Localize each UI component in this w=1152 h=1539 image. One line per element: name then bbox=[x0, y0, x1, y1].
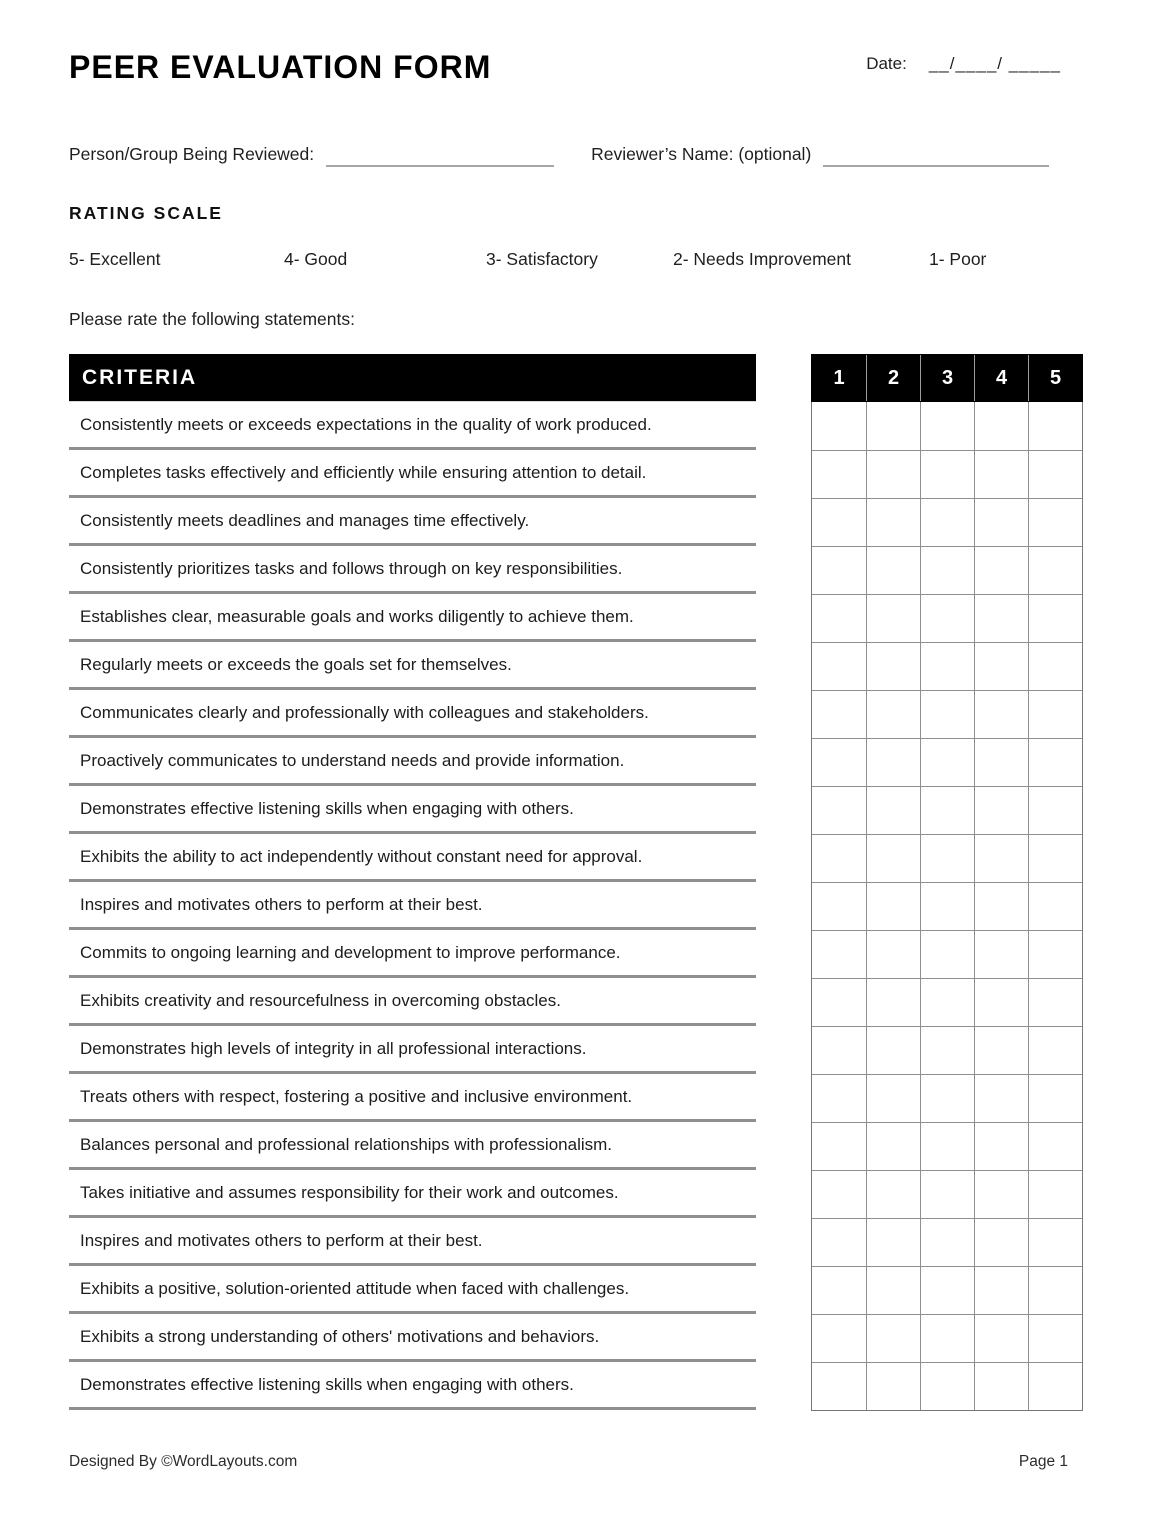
rating-row bbox=[812, 738, 1082, 786]
rating-cell[interactable] bbox=[812, 978, 866, 1026]
date-input-blanks[interactable]: __/____/ _____ bbox=[928, 54, 1061, 73]
page-title: PEER EVALUATION FORM bbox=[69, 49, 492, 85]
rating-cell[interactable] bbox=[920, 1362, 974, 1410]
rating-cell[interactable] bbox=[866, 1314, 920, 1362]
criteria-row bbox=[69, 1362, 756, 1410]
criteria-row bbox=[69, 978, 756, 1026]
criteria-statement: Regularly meets or exceeds the goals set for themselves. bbox=[80, 654, 512, 674]
name-fields-row bbox=[69, 144, 1083, 167]
rating-cell[interactable] bbox=[920, 1218, 974, 1266]
rating-cell[interactable] bbox=[866, 738, 920, 786]
rating-column-header: 2 bbox=[866, 355, 920, 401]
rating-cell[interactable] bbox=[1028, 786, 1082, 834]
criteria-row bbox=[69, 1218, 756, 1266]
criteria-statement: Commits to ongoing learning and development to improve performance. bbox=[80, 942, 621, 962]
rating-grid-body bbox=[811, 402, 1083, 1411]
rating-cell[interactable] bbox=[974, 690, 1028, 738]
rating-cell[interactable] bbox=[812, 1122, 866, 1170]
criteria-statement: Consistently prioritizes tasks and follows through on key responsibilities. bbox=[80, 558, 623, 578]
rating-cell[interactable] bbox=[812, 930, 866, 978]
rating-cell[interactable] bbox=[866, 1026, 920, 1074]
rating-grid bbox=[811, 354, 1083, 1411]
rating-cell[interactable] bbox=[974, 1218, 1028, 1266]
rating-row bbox=[812, 1218, 1082, 1266]
rating-cell[interactable] bbox=[812, 1314, 866, 1362]
rating-cell[interactable] bbox=[812, 594, 866, 642]
rating-cell[interactable] bbox=[812, 402, 866, 450]
rating-row bbox=[812, 546, 1082, 594]
rating-scale-item: 3- Satisfactory bbox=[486, 249, 598, 269]
rating-cell[interactable] bbox=[1028, 450, 1082, 498]
criteria-statement: Demonstrates high levels of integrity in all professional interactions. bbox=[80, 1038, 587, 1058]
rating-cell[interactable] bbox=[812, 882, 866, 930]
criteria-header-bar: CRITERIA bbox=[69, 354, 756, 402]
criteria-statement: Demonstrates effective listening skills when engaging with others. bbox=[80, 798, 574, 818]
reviewed-label: Person/Group Being Reviewed: bbox=[69, 144, 315, 164]
rating-cell[interactable] bbox=[866, 1218, 920, 1266]
criteria-row bbox=[69, 450, 756, 498]
criteria-row bbox=[69, 546, 756, 594]
rating-cell[interactable] bbox=[812, 450, 866, 498]
rating-cell[interactable] bbox=[974, 834, 1028, 882]
rating-cell[interactable] bbox=[920, 882, 974, 930]
criteria-statement: Inspires and motivates others to perform at their best. bbox=[80, 894, 483, 914]
rating-row bbox=[812, 1362, 1082, 1410]
reviewed-input-line[interactable] bbox=[326, 147, 554, 167]
rating-cell[interactable] bbox=[812, 1266, 866, 1314]
rating-row bbox=[812, 690, 1082, 738]
rating-cell[interactable] bbox=[866, 498, 920, 546]
rating-cell[interactable] bbox=[920, 690, 974, 738]
rating-cell[interactable] bbox=[920, 450, 974, 498]
criteria-row bbox=[69, 882, 756, 930]
rating-cell[interactable] bbox=[1028, 1266, 1082, 1314]
rating-cell[interactable] bbox=[812, 546, 866, 594]
peer-evaluation-form-page bbox=[0, 48, 1152, 1539]
rating-column-header: 3 bbox=[920, 355, 974, 401]
rating-scale-item: 1- Poor bbox=[929, 249, 987, 269]
rating-row bbox=[812, 642, 1082, 690]
rating-cell[interactable] bbox=[1028, 738, 1082, 786]
rating-cell[interactable] bbox=[920, 546, 974, 594]
date-label: Date: bbox=[866, 54, 907, 73]
rating-cell[interactable] bbox=[866, 978, 920, 1026]
rating-cell[interactable] bbox=[974, 978, 1028, 1026]
rating-cell[interactable] bbox=[920, 642, 974, 690]
rating-scale-item: 5- Excellent bbox=[69, 249, 161, 269]
rating-row bbox=[812, 834, 1082, 882]
criteria-row bbox=[69, 402, 756, 450]
criteria-statement: Demonstrates effective listening skills when engaging with others. bbox=[80, 1374, 574, 1394]
rating-cell[interactable] bbox=[974, 546, 1028, 594]
rating-cell[interactable] bbox=[812, 1026, 866, 1074]
rating-cell[interactable] bbox=[974, 738, 1028, 786]
rating-row bbox=[812, 1122, 1082, 1170]
criteria-row bbox=[69, 738, 756, 786]
rating-cell[interactable] bbox=[1028, 1314, 1082, 1362]
rating-row bbox=[812, 1026, 1082, 1074]
rating-cell[interactable] bbox=[974, 1314, 1028, 1362]
reviewer-field bbox=[591, 144, 1049, 167]
criteria-row bbox=[69, 642, 756, 690]
criteria-row bbox=[69, 930, 756, 978]
rating-cell[interactable] bbox=[866, 1362, 920, 1410]
rating-cell[interactable] bbox=[866, 1074, 920, 1122]
rating-cell[interactable] bbox=[974, 402, 1028, 450]
criteria-statement: Consistently meets deadlines and manages time effectively. bbox=[80, 510, 530, 530]
criteria-statement: Communicates clearly and professionally with colleagues and stakeholders. bbox=[80, 702, 649, 722]
criteria-statement: Establishes clear, measurable goals and works diligently to achieve them. bbox=[80, 606, 634, 626]
rating-cell[interactable] bbox=[866, 1170, 920, 1218]
rating-row bbox=[812, 930, 1082, 978]
criteria-row bbox=[69, 1074, 756, 1122]
rating-cell[interactable] bbox=[974, 1026, 1028, 1074]
rating-cell[interactable] bbox=[1028, 594, 1082, 642]
rating-cell[interactable] bbox=[812, 690, 866, 738]
rating-cell[interactable] bbox=[866, 594, 920, 642]
rating-cell[interactable] bbox=[974, 1266, 1028, 1314]
criteria-statement: Treats others with respect, fostering a positive and inclusive environment. bbox=[80, 1086, 633, 1106]
rating-cell[interactable] bbox=[1028, 1122, 1082, 1170]
rating-cell[interactable] bbox=[920, 498, 974, 546]
rating-cell[interactable] bbox=[1028, 1218, 1082, 1266]
criteria-statement: Balances personal and professional relationships with professionalism. bbox=[80, 1134, 613, 1154]
rating-row bbox=[812, 978, 1082, 1026]
rating-cell[interactable] bbox=[974, 1074, 1028, 1122]
rating-cell[interactable] bbox=[1028, 882, 1082, 930]
criteria-statement: Consistently meets or exceeds expectations in the quality of work produced. bbox=[80, 414, 652, 434]
rating-cell[interactable] bbox=[974, 594, 1028, 642]
rating-scale-legend bbox=[69, 249, 1083, 270]
rating-cell[interactable] bbox=[920, 978, 974, 1026]
criteria-row bbox=[69, 1314, 756, 1362]
criteria-row bbox=[69, 498, 756, 546]
rating-cell[interactable] bbox=[974, 498, 1028, 546]
criteria-statement: Exhibits a positive, solution-oriented attitude when faced with challenges. bbox=[80, 1278, 630, 1298]
criteria-row bbox=[69, 1026, 756, 1074]
criteria-row bbox=[69, 594, 756, 642]
rating-cell[interactable] bbox=[920, 1266, 974, 1314]
criteria-statement: Exhibits the ability to act independently without constant need for approval. bbox=[80, 846, 643, 866]
rating-cell[interactable] bbox=[812, 1074, 866, 1122]
rating-row bbox=[812, 450, 1082, 498]
rating-cell[interactable] bbox=[974, 786, 1028, 834]
reviewer-input-line[interactable] bbox=[823, 147, 1049, 167]
rating-row bbox=[812, 498, 1082, 546]
page-footer bbox=[69, 1453, 1083, 1471]
rating-row bbox=[812, 402, 1082, 450]
rating-cell[interactable] bbox=[812, 642, 866, 690]
rating-row bbox=[812, 1314, 1082, 1362]
rating-cell[interactable] bbox=[1028, 1074, 1082, 1122]
criteria-row bbox=[69, 834, 756, 882]
rating-cell[interactable] bbox=[1028, 546, 1082, 594]
criteria-row bbox=[69, 1170, 756, 1218]
rating-cell[interactable] bbox=[866, 642, 920, 690]
rating-row bbox=[812, 1266, 1082, 1314]
rating-cell[interactable] bbox=[1028, 690, 1082, 738]
rating-cell[interactable] bbox=[1028, 1026, 1082, 1074]
rating-cell[interactable] bbox=[812, 738, 866, 786]
criteria-statement: Completes tasks effectively and efficiently while ensuring attention to detail. bbox=[80, 462, 647, 482]
rating-cell[interactable] bbox=[866, 402, 920, 450]
rating-row bbox=[812, 882, 1082, 930]
rating-cell[interactable] bbox=[920, 738, 974, 786]
rating-cell[interactable] bbox=[812, 1362, 866, 1410]
rating-cell[interactable] bbox=[974, 882, 1028, 930]
rating-cell[interactable] bbox=[812, 1170, 866, 1218]
form-header bbox=[69, 48, 1083, 86]
rating-cell[interactable] bbox=[974, 450, 1028, 498]
rating-column-header: 1 bbox=[833, 366, 845, 389]
rating-cell[interactable] bbox=[920, 1314, 974, 1362]
criteria-rows bbox=[69, 402, 756, 1410]
criteria-statement: Inspires and motivates others to perform at their best. bbox=[80, 1230, 483, 1250]
rating-cell[interactable] bbox=[812, 498, 866, 546]
reviewer-label: Reviewer’s Name: (optional) bbox=[591, 144, 812, 164]
date-field bbox=[866, 54, 1061, 74]
rating-cell[interactable] bbox=[1028, 1362, 1082, 1410]
rating-column-header: 4 bbox=[974, 355, 1028, 401]
rating-cell[interactable] bbox=[1028, 930, 1082, 978]
rating-row bbox=[812, 1170, 1082, 1218]
rating-cell[interactable] bbox=[920, 1074, 974, 1122]
rating-cell[interactable] bbox=[866, 834, 920, 882]
rating-row bbox=[812, 786, 1082, 834]
rating-cell[interactable] bbox=[866, 546, 920, 594]
rating-cell[interactable] bbox=[866, 882, 920, 930]
rating-cell[interactable] bbox=[974, 1170, 1028, 1218]
rating-cell[interactable] bbox=[1028, 498, 1082, 546]
rating-cell[interactable] bbox=[920, 930, 974, 978]
criteria-column bbox=[69, 354, 756, 1411]
rating-cell[interactable] bbox=[812, 786, 866, 834]
criteria-row bbox=[69, 690, 756, 738]
rating-cell[interactable] bbox=[866, 930, 920, 978]
criteria-statement: Exhibits creativity and resourcefulness in overcoming obstacles. bbox=[80, 990, 561, 1010]
rating-cell[interactable] bbox=[866, 1266, 920, 1314]
rating-cell[interactable] bbox=[1028, 978, 1082, 1026]
designer-credit: Designed By ©WordLayouts.com bbox=[69, 1453, 298, 1470]
rating-cell[interactable] bbox=[920, 1026, 974, 1074]
criteria-statement: Proactively communicates to understand needs and provide information. bbox=[80, 750, 625, 770]
criteria-statement: Exhibits a strong understanding of others' motivations and behaviors. bbox=[80, 1326, 600, 1346]
rating-column-header: 5 bbox=[1028, 355, 1082, 401]
rating-cell[interactable] bbox=[1028, 642, 1082, 690]
rating-cell[interactable] bbox=[866, 690, 920, 738]
rating-cell[interactable] bbox=[974, 642, 1028, 690]
rating-scale-heading: RATING SCALE bbox=[69, 203, 223, 223]
page-number: Page 1 bbox=[1018, 1453, 1068, 1470]
rating-cell[interactable] bbox=[1028, 402, 1082, 450]
rating-cell[interactable] bbox=[920, 834, 974, 882]
rating-scale-item: 2- Needs Improvement bbox=[673, 249, 851, 269]
rating-cell[interactable] bbox=[812, 834, 866, 882]
rating-cell[interactable] bbox=[974, 1122, 1028, 1170]
rating-cell[interactable] bbox=[920, 402, 974, 450]
rating-cell[interactable] bbox=[866, 1122, 920, 1170]
rating-cell[interactable] bbox=[920, 786, 974, 834]
rating-cell[interactable] bbox=[920, 1170, 974, 1218]
rating-cell[interactable] bbox=[812, 1218, 866, 1266]
criteria-row bbox=[69, 1266, 756, 1314]
instruction-text: Please rate the following statements: bbox=[69, 309, 355, 329]
rating-cell[interactable] bbox=[920, 1122, 974, 1170]
rating-row bbox=[812, 1074, 1082, 1122]
rating-row bbox=[812, 594, 1082, 642]
rating-cell[interactable] bbox=[974, 930, 1028, 978]
criteria-row bbox=[69, 1122, 756, 1170]
reviewed-field bbox=[69, 144, 554, 167]
rating-grid-header bbox=[811, 354, 1083, 402]
evaluation-table bbox=[69, 354, 1083, 1411]
rating-cell[interactable] bbox=[1028, 1170, 1082, 1218]
rating-cell[interactable] bbox=[866, 786, 920, 834]
rating-cell[interactable] bbox=[974, 1362, 1028, 1410]
rating-cell[interactable] bbox=[866, 450, 920, 498]
rating-cell[interactable] bbox=[1028, 834, 1082, 882]
rating-scale-item: 4- Good bbox=[284, 249, 348, 269]
criteria-statement: Takes initiative and assumes responsibility for their work and outcomes. bbox=[80, 1182, 619, 1202]
rating-cell[interactable] bbox=[920, 594, 974, 642]
criteria-row bbox=[69, 786, 756, 834]
